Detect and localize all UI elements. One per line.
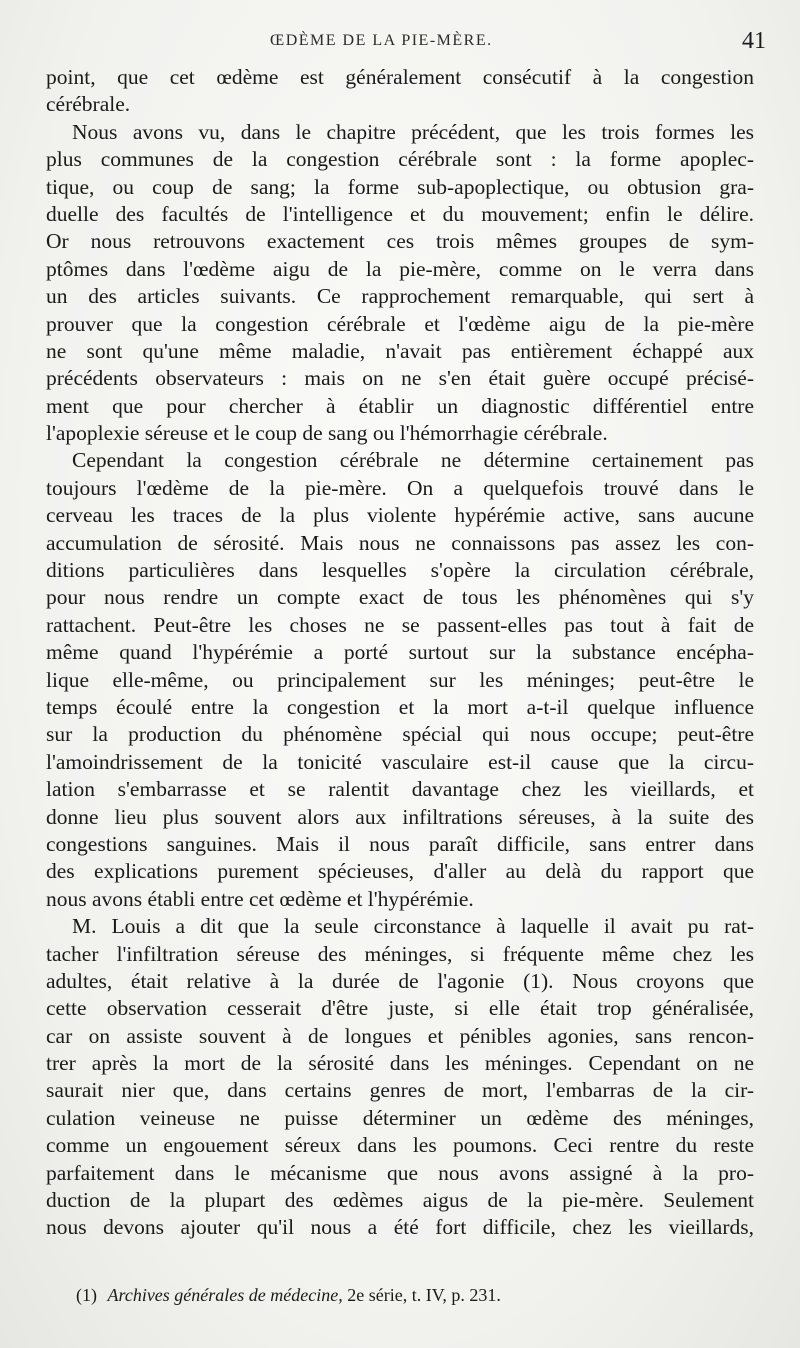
footnote-source-title: Archives générales de médecine, — [107, 1285, 343, 1305]
text-line: précédents observateurs : mais on ne s'en était guère occupé précisé- — [46, 366, 754, 391]
text-line: car on assiste souvent à de longues et pénibles agonies, sans rencon- — [46, 1023, 754, 1048]
text-line: lique elle-même, ou principalement sur les méninges; peut-être le — [46, 667, 754, 692]
text-line: congestions sanguines. Mais il nous paraît difficile, sans entrer dans — [46, 831, 754, 856]
text-line: un des articles suivants. Ce rapprochement remarquable, qui sert à — [46, 284, 754, 309]
text-line: donne lieu plus souvent alors aux infiltrations séreuses, à la suite des — [46, 804, 754, 829]
text-line: même quand l'hypérémie a porté surtout sur la substance encépha- — [46, 640, 754, 665]
text-line: des explications purement spécieuses, d'aller au delà du rapport que — [46, 859, 754, 884]
text-line: ment que pour chercher à établir un diagnostic différentiel entre — [46, 393, 754, 418]
text-line: cerveau les traces de la plus violente hypérémie active, sans aucune — [46, 503, 754, 528]
text-line: comme un engouement séreux dans les poumons. Ceci rentre du reste — [46, 1133, 754, 1158]
body-text — [46, 64, 754, 1242]
page-number: 41 — [742, 28, 766, 54]
text-line: duelle des facultés de l'intelligence et du mouvement; enfin le délire. — [46, 201, 754, 226]
text-line: adultes, était relative à la durée de l'agonie (1). Nous croyons que — [46, 968, 754, 993]
text-line: ptômes dans l'œdème aigu de la pie-mère, comme on le verra dans — [46, 256, 754, 281]
text-line: ne sont qu'une même maladie, n'avait pas entièrement échappé aux — [46, 338, 754, 363]
text-line: l'apoplexie séreuse et le coup de sang ou l'hémorrhagie cérébrale. — [46, 421, 608, 446]
running-head — [0, 30, 800, 58]
text-line: ditions particulières dans lesquelles s'opère la circulation cérébrale, — [46, 558, 754, 583]
running-title: ŒDÈME DE LA PIE-MÈRE. — [270, 32, 493, 49]
paragraph-start-line: M. Louis a dit que la seule circonstance à laquelle il avait pu rat- — [72, 914, 754, 939]
text-line: toujours l'œdème de la pie-mère. On a quelquefois trouvé dans le — [46, 475, 754, 500]
text-line: temps écoulé entre la congestion et la mort a-t-il quelque influence — [46, 694, 754, 719]
footnote — [76, 1283, 736, 1307]
text-line: Or nous retrouvons exactement ces trois mêmes groupes de sym- — [46, 229, 754, 254]
paragraph-start-line: Nous avons vu, dans le chapitre précédent, que les trois formes les — [72, 119, 754, 144]
text-line: rattachent. Peut-être les choses ne se passent-elles pas tout à fait de — [46, 612, 754, 637]
text-line: parfaitement dans le mécanisme que nous avons assigné à la pro- — [46, 1160, 754, 1185]
footnote-number: (1) — [76, 1285, 97, 1305]
text-line: saurait nier que, dans certains genres de mort, l'embarras de la cir- — [46, 1078, 754, 1103]
text-line: l'amoindrissement de la tonicité vasculaire est-il cause que la circu- — [46, 749, 754, 774]
text-line: accumulation de sérosité. Mais nous ne connaissons pas assez les con- — [46, 530, 754, 555]
text-line: sur la production du phénomène spécial qui nous occupe; peut-être — [46, 722, 754, 747]
text-line: prouver que la congestion cérébrale et l'œdème aigu de la pie-mère — [46, 311, 754, 336]
text-line: tique, ou coup de sang; la forme sub-apoplectique, ou obtusion gra- — [46, 174, 754, 199]
text-line: cette observation cesserait d'être juste, si elle était trop généralisée, — [46, 996, 754, 1021]
text-line: tacher l'infiltration séreuse des méninges, si fréquente même chez les — [46, 941, 754, 966]
text-line: nous avons établi entre cet œdème et l'hypérémie. — [46, 886, 474, 911]
text-line: cérébrale. — [46, 92, 131, 117]
text-line: trer après la mort de la sérosité dans les méninges. Cependant on ne — [46, 1051, 754, 1076]
text-line: culation veineuse ne puisse déterminer un œdème des méninges, — [46, 1105, 754, 1130]
footnote-details: 2e série, t. IV, p. 231. — [347, 1285, 501, 1305]
text-line: pour nous rendre un compte exact de tous les phénomènes qui s'y — [46, 585, 754, 610]
text-line: plus communes de la congestion cérébrale sont : la forme apoplec- — [46, 147, 754, 172]
paragraph-start-line: Cependant la congestion cérébrale ne détermine certainement pas — [72, 448, 754, 473]
text-line: nous devons ajouter qu'il nous a été fort difficile, chez les vieillards, — [46, 1215, 754, 1240]
text-line: point, que cet œdème est généralement consécutif à la congestion — [46, 65, 754, 89]
text-line: lation s'embarrasse et se ralentit davantage chez les vieillards, et — [46, 777, 754, 802]
text-line: duction de la plupart des œdèmes aigus de la pie-mère. Seulement — [46, 1188, 754, 1213]
